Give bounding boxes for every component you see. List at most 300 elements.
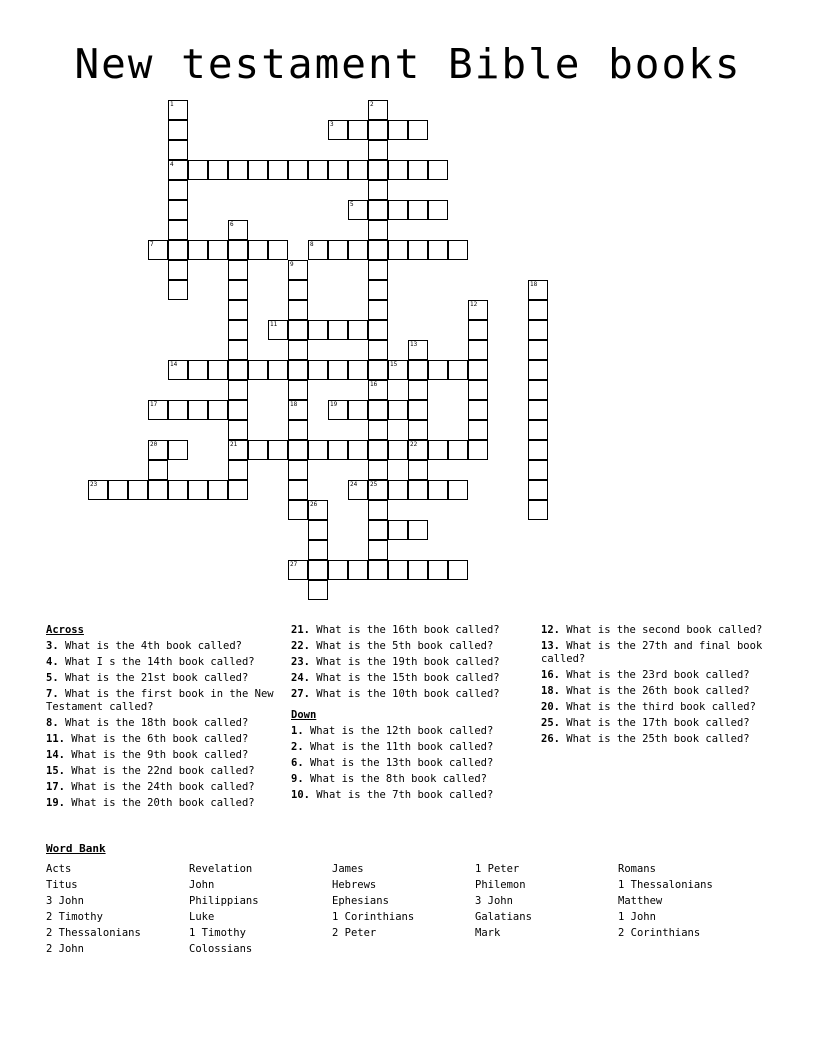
word-bank-item: Philemon	[475, 879, 526, 891]
grid-cell[interactable]	[368, 100, 388, 120]
grid-cell[interactable]	[188, 480, 208, 500]
clue-number: 27.	[291, 688, 310, 700]
grid-cell[interactable]	[288, 460, 308, 480]
grid-cell[interactable]	[408, 480, 428, 500]
clue-number: 5.	[46, 671, 59, 684]
grid-cell-number: 7	[150, 241, 154, 248]
grid-cell[interactable]	[308, 520, 328, 540]
grid-cell[interactable]	[348, 400, 368, 420]
clue-across-15	[46, 765, 288, 778]
grid-cell[interactable]	[288, 420, 308, 440]
grid-cell[interactable]	[348, 120, 368, 140]
clue-across-24	[291, 672, 539, 685]
crossword-grid-container	[0, 100, 816, 620]
grid-cell[interactable]	[288, 280, 308, 300]
grid-cell[interactable]	[368, 480, 388, 500]
clue-text: What is the 6th book called?	[71, 732, 249, 745]
grid-cell[interactable]	[408, 240, 428, 260]
grid-cell[interactable]	[288, 320, 308, 340]
clue-number: 15.	[46, 764, 65, 777]
word-bank-item: Luke	[189, 911, 215, 923]
grid-cell-number: 18	[530, 281, 538, 288]
grid-cell[interactable]	[368, 420, 388, 440]
clue-text: What is the 21st book called?	[64, 671, 249, 684]
grid-cell-number: 26	[310, 501, 318, 508]
grid-cell[interactable]	[288, 440, 308, 460]
grid-cell[interactable]	[388, 200, 408, 220]
grid-cell[interactable]	[408, 560, 428, 580]
grid-cell[interactable]	[268, 440, 288, 460]
grid-cell[interactable]	[368, 360, 388, 380]
grid-cell[interactable]	[308, 320, 328, 340]
grid-cell[interactable]	[308, 560, 328, 580]
grid-cell[interactable]	[388, 560, 408, 580]
clue-text: What is the 27th and final book called?	[541, 640, 763, 665]
grid-cell[interactable]	[468, 440, 488, 460]
clue-text: What is the 20th book called?	[71, 796, 255, 809]
clue-number: 14.	[46, 748, 65, 761]
clue-down-26	[541, 733, 786, 746]
clue-across-8	[46, 717, 288, 730]
grid-cell[interactable]	[228, 340, 248, 360]
grid-cell-number: 12	[470, 301, 478, 308]
grid-cell[interactable]	[528, 320, 548, 340]
grid-cell[interactable]	[368, 140, 388, 160]
grid-cell[interactable]	[268, 360, 288, 380]
grid-cell[interactable]	[288, 300, 308, 320]
grid-cell[interactable]	[328, 320, 348, 340]
grid-cell[interactable]	[528, 380, 548, 400]
clue-number: 17.	[46, 780, 65, 793]
grid-cell[interactable]	[528, 360, 548, 380]
grid-cell-number: 25	[370, 481, 378, 488]
grid-cell[interactable]	[468, 420, 488, 440]
grid-cell[interactable]	[408, 400, 428, 420]
grid-cell[interactable]	[328, 440, 348, 460]
word-bank-item: Ephesians	[332, 895, 389, 907]
grid-cell[interactable]	[408, 460, 428, 480]
grid-cell[interactable]	[268, 240, 288, 260]
clue-number: 4.	[46, 655, 59, 668]
clues-column-2	[291, 624, 539, 805]
word-bank-column	[332, 861, 475, 957]
grid-cell[interactable]	[288, 160, 308, 180]
grid-cell[interactable]	[388, 160, 408, 180]
clue-number: 6.	[291, 756, 304, 769]
grid-cell[interactable]	[228, 380, 248, 400]
clue-text: What is the third book called?	[566, 701, 756, 713]
clue-down-16	[541, 669, 786, 682]
clue-down-12	[541, 624, 786, 637]
grid-cell[interactable]	[408, 420, 428, 440]
grid-cell[interactable]	[368, 500, 388, 520]
clue-number: 19.	[46, 796, 65, 809]
grid-cell[interactable]	[168, 480, 188, 500]
grid-cell[interactable]	[368, 160, 388, 180]
grid-cell[interactable]	[528, 480, 548, 500]
grid-cell[interactable]	[308, 540, 328, 560]
grid-cell[interactable]	[468, 360, 488, 380]
grid-cell-number: 20	[150, 441, 158, 448]
grid-cell[interactable]	[208, 480, 228, 500]
page-title: New testament Bible books	[74, 40, 742, 88]
clue-text: What is the 15th book called?	[316, 672, 500, 684]
grid-cell[interactable]	[328, 160, 348, 180]
grid-cell[interactable]	[168, 200, 188, 220]
clue-across-27	[291, 688, 539, 701]
grid-cell[interactable]	[368, 520, 388, 540]
clue-number: 16.	[541, 669, 560, 681]
grid-cell-number: 11	[270, 321, 278, 328]
grid-cell[interactable]	[468, 300, 488, 320]
grid-cell[interactable]	[428, 240, 448, 260]
clue-across-22	[291, 640, 539, 653]
grid-cell[interactable]	[368, 220, 388, 240]
grid-cell-number: 23	[90, 481, 98, 488]
clue-across-17	[46, 781, 288, 794]
grid-cell[interactable]	[148, 460, 168, 480]
grid-cell[interactable]	[368, 300, 388, 320]
grid-cell-number: 15	[390, 361, 398, 368]
word-bank-item: 2 Corinthians	[618, 927, 701, 939]
grid-cell[interactable]	[328, 240, 348, 260]
grid-cell[interactable]	[188, 160, 208, 180]
grid-cell[interactable]	[408, 380, 428, 400]
grid-cell[interactable]	[168, 260, 188, 280]
word-bank-item: Mark	[475, 927, 501, 939]
clue-across-23	[291, 656, 539, 669]
clue-across-11	[46, 733, 288, 746]
word-bank-column	[475, 861, 618, 957]
clue-down-2	[291, 741, 539, 754]
grid-cell[interactable]	[408, 200, 428, 220]
grid-cell[interactable]	[528, 460, 548, 480]
grid-cell[interactable]	[388, 440, 408, 460]
grid-cell[interactable]	[368, 280, 388, 300]
grid-cell[interactable]	[428, 160, 448, 180]
grid-cell[interactable]	[168, 160, 188, 180]
grid-cell[interactable]	[348, 480, 368, 500]
grid-cell[interactable]	[368, 340, 388, 360]
grid-cell[interactable]	[208, 160, 228, 180]
grid-cell-number: 16	[370, 381, 378, 388]
word-bank-columns	[46, 861, 776, 957]
grid-cell[interactable]	[168, 140, 188, 160]
grid-cell-number: 4	[170, 161, 174, 168]
grid-cell[interactable]	[168, 100, 188, 120]
grid-cell[interactable]	[108, 480, 128, 500]
grid-cell[interactable]	[228, 400, 248, 420]
grid-cell[interactable]	[308, 500, 328, 520]
clue-text: What is the 16th book called?	[316, 624, 500, 636]
grid-cell[interactable]	[528, 300, 548, 320]
grid-cell[interactable]	[288, 500, 308, 520]
grid-cell[interactable]	[288, 340, 308, 360]
grid-cell-number: 3	[330, 121, 334, 128]
word-bank-item: Hebrews	[332, 879, 377, 891]
grid-cell[interactable]	[528, 400, 548, 420]
grid-cell-number: 13	[410, 341, 418, 348]
grid-cell[interactable]	[388, 240, 408, 260]
word-bank-item: 2 Thessalonians	[46, 927, 141, 939]
grid-cell[interactable]	[348, 440, 368, 460]
grid-cell-number: 8	[310, 241, 314, 248]
clue-number: 3.	[46, 639, 59, 652]
grid-cell[interactable]	[168, 180, 188, 200]
grid-cell[interactable]	[408, 360, 428, 380]
grid-cell[interactable]	[388, 400, 408, 420]
grid-cell[interactable]	[368, 240, 388, 260]
clue-text: What is the 13th book called?	[309, 756, 494, 769]
clue-number: 23.	[291, 656, 310, 668]
grid-cell[interactable]	[228, 240, 248, 260]
grid-cell[interactable]	[528, 280, 548, 300]
grid-cell-number: 6	[230, 221, 234, 228]
grid-cell[interactable]	[348, 560, 368, 580]
grid-cell[interactable]	[348, 200, 368, 220]
grid-cell[interactable]	[408, 340, 428, 360]
crossword-grid[interactable]	[88, 100, 728, 615]
clue-text: What is the 7th book called?	[316, 788, 494, 801]
clue-text: What is the second book called?	[566, 624, 763, 636]
grid-cell[interactable]	[248, 160, 268, 180]
grid-cell[interactable]	[208, 400, 228, 420]
grid-cell[interactable]	[368, 180, 388, 200]
word-bank-item: Matthew	[618, 895, 663, 907]
grid-cell[interactable]	[288, 480, 308, 500]
grid-cell[interactable]	[448, 560, 468, 580]
grid-cell[interactable]	[408, 520, 428, 540]
grid-cell-number: 24	[350, 481, 358, 488]
grid-cell[interactable]	[348, 160, 368, 180]
clue-text: What is the 10th book called?	[316, 688, 500, 700]
grid-cell[interactable]	[428, 200, 448, 220]
word-bank-item: Acts	[46, 863, 72, 875]
grid-cell[interactable]	[288, 400, 308, 420]
grid-cell[interactable]	[368, 460, 388, 480]
grid-cell[interactable]	[428, 440, 448, 460]
clue-text: What is the 22nd book called?	[71, 764, 255, 777]
grid-cell[interactable]	[148, 240, 168, 260]
grid-cell[interactable]	[408, 160, 428, 180]
clue-across-21	[291, 624, 539, 637]
grid-cell[interactable]	[308, 440, 328, 460]
grid-cell[interactable]	[268, 160, 288, 180]
grid-cell[interactable]	[428, 480, 448, 500]
grid-cell[interactable]	[288, 360, 308, 380]
word-bank-item: 1 Thessalonians	[618, 879, 713, 891]
clue-across-3	[46, 640, 288, 653]
grid-cell[interactable]	[228, 460, 248, 480]
grid-cell[interactable]	[328, 120, 348, 140]
grid-cell-number: 19	[330, 401, 338, 408]
grid-cell[interactable]	[168, 280, 188, 300]
word-bank-item: 1 Corinthians	[332, 911, 415, 923]
grid-cell[interactable]	[348, 320, 368, 340]
grid-cell[interactable]	[448, 440, 468, 460]
grid-cell[interactable]	[448, 480, 468, 500]
grid-cell[interactable]	[228, 320, 248, 340]
grid-cell[interactable]	[348, 360, 368, 380]
grid-cell[interactable]	[428, 360, 448, 380]
grid-cell[interactable]	[408, 120, 428, 140]
grid-cell[interactable]	[188, 400, 208, 420]
grid-cell[interactable]	[388, 520, 408, 540]
grid-cell[interactable]	[188, 360, 208, 380]
clue-down-10	[291, 789, 539, 802]
grid-cell[interactable]	[148, 480, 168, 500]
clue-down-13	[541, 640, 786, 666]
word-bank-column	[46, 861, 189, 957]
grid-cell[interactable]	[188, 240, 208, 260]
grid-cell[interactable]	[308, 360, 328, 380]
word-bank-item: Titus	[46, 879, 78, 891]
word-bank-section	[46, 842, 776, 957]
grid-cell[interactable]	[228, 480, 248, 500]
clue-number: 8.	[46, 716, 59, 729]
word-bank-item: 2 Peter	[332, 927, 377, 939]
grid-cell-number: 2	[370, 101, 374, 108]
grid-cell[interactable]	[228, 440, 248, 460]
word-bank-item: Revelation	[189, 863, 253, 875]
grid-cell[interactable]	[528, 420, 548, 440]
grid-cell[interactable]	[248, 440, 268, 460]
clue-down-25	[541, 717, 786, 730]
grid-cell[interactable]	[208, 360, 228, 380]
word-bank-item: Philippians	[189, 895, 259, 907]
clue-text: What is the 8th book called?	[309, 772, 487, 785]
grid-cell[interactable]	[328, 560, 348, 580]
clue-number: 18.	[541, 685, 560, 697]
grid-cell[interactable]	[468, 400, 488, 420]
word-bank-item: Galatians	[475, 911, 532, 923]
clue-text: What is the 9th book called?	[71, 748, 249, 761]
clue-text: What is the 5th book called?	[316, 640, 494, 652]
grid-cell[interactable]	[288, 380, 308, 400]
grid-cell[interactable]	[168, 400, 188, 420]
grid-cell[interactable]	[368, 560, 388, 580]
grid-cell[interactable]	[368, 400, 388, 420]
grid-cell[interactable]	[388, 120, 408, 140]
word-bank-item: 3 John	[46, 895, 84, 907]
word-bank-item: John	[189, 879, 215, 891]
grid-cell[interactable]	[88, 480, 108, 500]
grid-cell[interactable]	[148, 440, 168, 460]
word-bank-heading: Word Bank	[46, 842, 106, 855]
grid-cell[interactable]	[468, 380, 488, 400]
grid-cell[interactable]	[228, 360, 248, 380]
grid-cell[interactable]	[428, 560, 448, 580]
clue-down-6	[291, 757, 539, 770]
grid-cell[interactable]	[228, 280, 248, 300]
grid-cell-number: 22	[410, 441, 418, 448]
grid-cell[interactable]	[328, 400, 348, 420]
word-bank-item: 1 Timothy	[189, 927, 246, 939]
word-bank-item: Romans	[618, 863, 656, 875]
clue-text: What is the 24th book called?	[71, 780, 255, 793]
grid-cell[interactable]	[528, 440, 548, 460]
grid-cell[interactable]	[288, 260, 308, 280]
grid-cell[interactable]	[368, 440, 388, 460]
clue-text: What is the 11th book called?	[309, 740, 494, 753]
clue-number: 25.	[541, 717, 560, 729]
grid-cell[interactable]	[168, 360, 188, 380]
grid-cell-number: 21	[230, 441, 238, 448]
clue-across-5	[46, 672, 288, 685]
clue-number: 2.	[291, 740, 304, 753]
grid-cell[interactable]	[368, 260, 388, 280]
grid-cell[interactable]	[248, 360, 268, 380]
grid-cell[interactable]	[168, 440, 188, 460]
grid-cell[interactable]	[388, 480, 408, 500]
grid-cell[interactable]	[248, 240, 268, 260]
grid-cell-number: 9	[290, 261, 294, 268]
grid-cell[interactable]	[228, 300, 248, 320]
grid-cell[interactable]	[268, 320, 288, 340]
grid-cell[interactable]	[168, 240, 188, 260]
grid-cell[interactable]	[168, 120, 188, 140]
clues-column-1	[46, 624, 288, 813]
grid-cell[interactable]	[388, 360, 408, 380]
grid-cell-number: 5	[350, 201, 354, 208]
grid-cell[interactable]	[348, 240, 368, 260]
grid-cell[interactable]	[308, 240, 328, 260]
grid-cell[interactable]	[228, 260, 248, 280]
grid-cell[interactable]	[528, 340, 548, 360]
clue-number: 21.	[291, 624, 310, 636]
grid-cell[interactable]	[308, 160, 328, 180]
grid-cell[interactable]	[288, 560, 308, 580]
grid-cell[interactable]	[208, 240, 228, 260]
clue-down-18	[541, 685, 786, 698]
clue-text: What is the 26th book called?	[566, 685, 750, 697]
grid-cell[interactable]	[448, 240, 468, 260]
grid-cell[interactable]	[228, 220, 248, 240]
clue-across-4	[46, 656, 288, 669]
grid-cell[interactable]	[228, 420, 248, 440]
grid-cell[interactable]	[308, 580, 328, 600]
grid-cell[interactable]	[328, 360, 348, 380]
grid-cell[interactable]	[468, 340, 488, 360]
grid-cell[interactable]	[148, 400, 168, 420]
clue-number: 1.	[291, 724, 304, 737]
clue-text: What is the 12th book called?	[309, 724, 494, 737]
clue-across-14	[46, 749, 288, 762]
clue-text: What I s the 14th book called?	[64, 655, 255, 668]
grid-cell[interactable]	[368, 120, 388, 140]
grid-cell[interactable]	[368, 540, 388, 560]
grid-cell[interactable]	[128, 480, 148, 500]
grid-cell-number: 14	[170, 361, 178, 368]
word-bank-item: Colossians	[189, 943, 253, 955]
clue-number: 10.	[291, 788, 310, 801]
grid-cell[interactable]	[228, 160, 248, 180]
clue-text: What is the 18th book called?	[64, 716, 249, 729]
clue-number: 22.	[291, 640, 310, 652]
grid-cell[interactable]	[368, 320, 388, 340]
grid-cell[interactable]	[368, 200, 388, 220]
grid-cell[interactable]	[468, 320, 488, 340]
grid-cell[interactable]	[448, 360, 468, 380]
grid-cell-number: 18	[290, 401, 298, 408]
across-heading: Across	[46, 624, 84, 636]
grid-cell[interactable]	[528, 500, 548, 520]
grid-cell[interactable]	[368, 380, 388, 400]
clue-number: 9.	[291, 772, 304, 785]
grid-cell[interactable]	[408, 440, 428, 460]
clues-column-3	[541, 624, 786, 749]
grid-cell[interactable]	[168, 220, 188, 240]
